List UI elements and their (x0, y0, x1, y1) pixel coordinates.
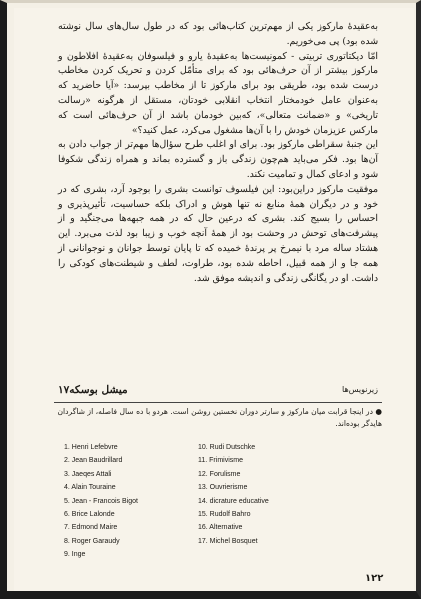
footnote-item: 1. Henri Lefebvre (64, 444, 118, 451)
book-page (14, 8, 414, 591)
body-text (58, 20, 378, 286)
footnote-item: 12. Forulisme (198, 470, 241, 478)
paragraph-2: امّا دیکتاتوری تربیتی - کمونیست‌ها به‌عقیدهٔ یارو و فیلسوفان به‌عقیدهٔ افلاطون و مارکوز بیشتر از آن حرف‌هائی بود که برای متأمّل کردن و تحریک کردن مخاطب درست شده بود، طریقی بود برای مارکوز تا از مخاطب بپرسد: «آیا حاضرید که به‌عنوان عامل خودمختار انتخاب انقلابی خودتان، مستقل از هرگونه «رسالت تاریخی» و «ضمانت متعالی»، که‌بین خودمان باشد از آن حرف‌هائی است که مارکس عزیزمان خودش را با آن‌ها مشغول می‌کرد، عمل کنید؟» (58, 50, 378, 136)
footnote-item: 4. Alain Touraine (64, 484, 116, 492)
footnote-item: 9. Inge (64, 551, 86, 559)
paragraph-1: به‌عقیدهٔ مارکوز یکی از مهم‌ترین کتاب‌هائی بود که در طول سال‌های سال نوشته شده بود) پی می‌خوریم. (58, 21, 378, 47)
author-signature: میشل بوسکه۱۷ (58, 384, 128, 396)
footnote-item: 17. Michel Bosquet (198, 537, 258, 545)
footnote-item: 15. Rudolf Bahro (198, 511, 251, 519)
footnotes-header-row (58, 384, 378, 400)
footnote-list-left (64, 441, 214, 562)
footnote-list-right (198, 441, 348, 548)
footnote-item: 10. Rudi Dutschke (198, 444, 256, 451)
footnote-divider (54, 402, 382, 403)
paragraph-4: موفقیت مارکوز دراین‌بود: این فیلسوف توانست بشری را بوجود آرد، بشری که در خود و در دیگران همهٔ منابع نه تنها هوش و ادراک بلکه حساسیت، تأثیرپذیری و احساس را بسیج کند. بشری که درعین حال که در همه جبهه‌ها می‌جنگید و از پیشرفت‌های توحش در وحشت بود از همهٔ آنچه خوب و زیبا بود لذت می‌برد. این هشتاد ساله مرد با نیمرخ پر پرندهٔ خمیده که تا پایان توسط جوانان و نوجوانانی از همه جا و از همه قبیل، احاطه شده بود، طراوت، لطف و شیطنت‌های کودکی را داشت. او در یگانگی زندگی و اندیشه موفق شد. (58, 183, 378, 284)
footnote-item: 7. Edmond Maire (64, 524, 118, 532)
page-number: ۱۲۲ (365, 573, 384, 584)
paragraph-3: این جنبهٔ سقراطی مارکوز بود. برای او اغلب طرح سؤال‌ها مهم‌تر از جواب دادن به آن‌ها بود. فکر می‌باید هم‌چون زندگی باز و گسترده بماند و همراه زندگی شکوفا شود و ادعای کمال و تمامیت نکند. (58, 139, 378, 180)
footnote-item: 3. Jaeqes Attali (64, 470, 112, 478)
footnote-item: 11. Frimivisme (198, 457, 243, 465)
footnote-item: 14. dicrature educative (198, 497, 269, 505)
footnote-item: 6. Brice Lalonde (64, 511, 115, 519)
footnotes-title: زیرنویس‌ها (342, 385, 378, 394)
footnote-item: 8. Roger Garaudy (64, 537, 120, 545)
footnote-item: 16. Alternative (198, 524, 243, 532)
footnote-intro: ● در اینجا قرابت میان مارکوز و سارتر دوران نخستین روشن است. هردو با ده سال فاصله، از شاگردان هایدگر بوده‌اند. (57, 407, 382, 428)
footnote-item: 2. Jean Baudrillard (64, 457, 123, 465)
footnote-item: 5. Jean - Francois Bigot (64, 497, 138, 505)
footnote-item: 13. Ouvrierisme (198, 484, 248, 492)
